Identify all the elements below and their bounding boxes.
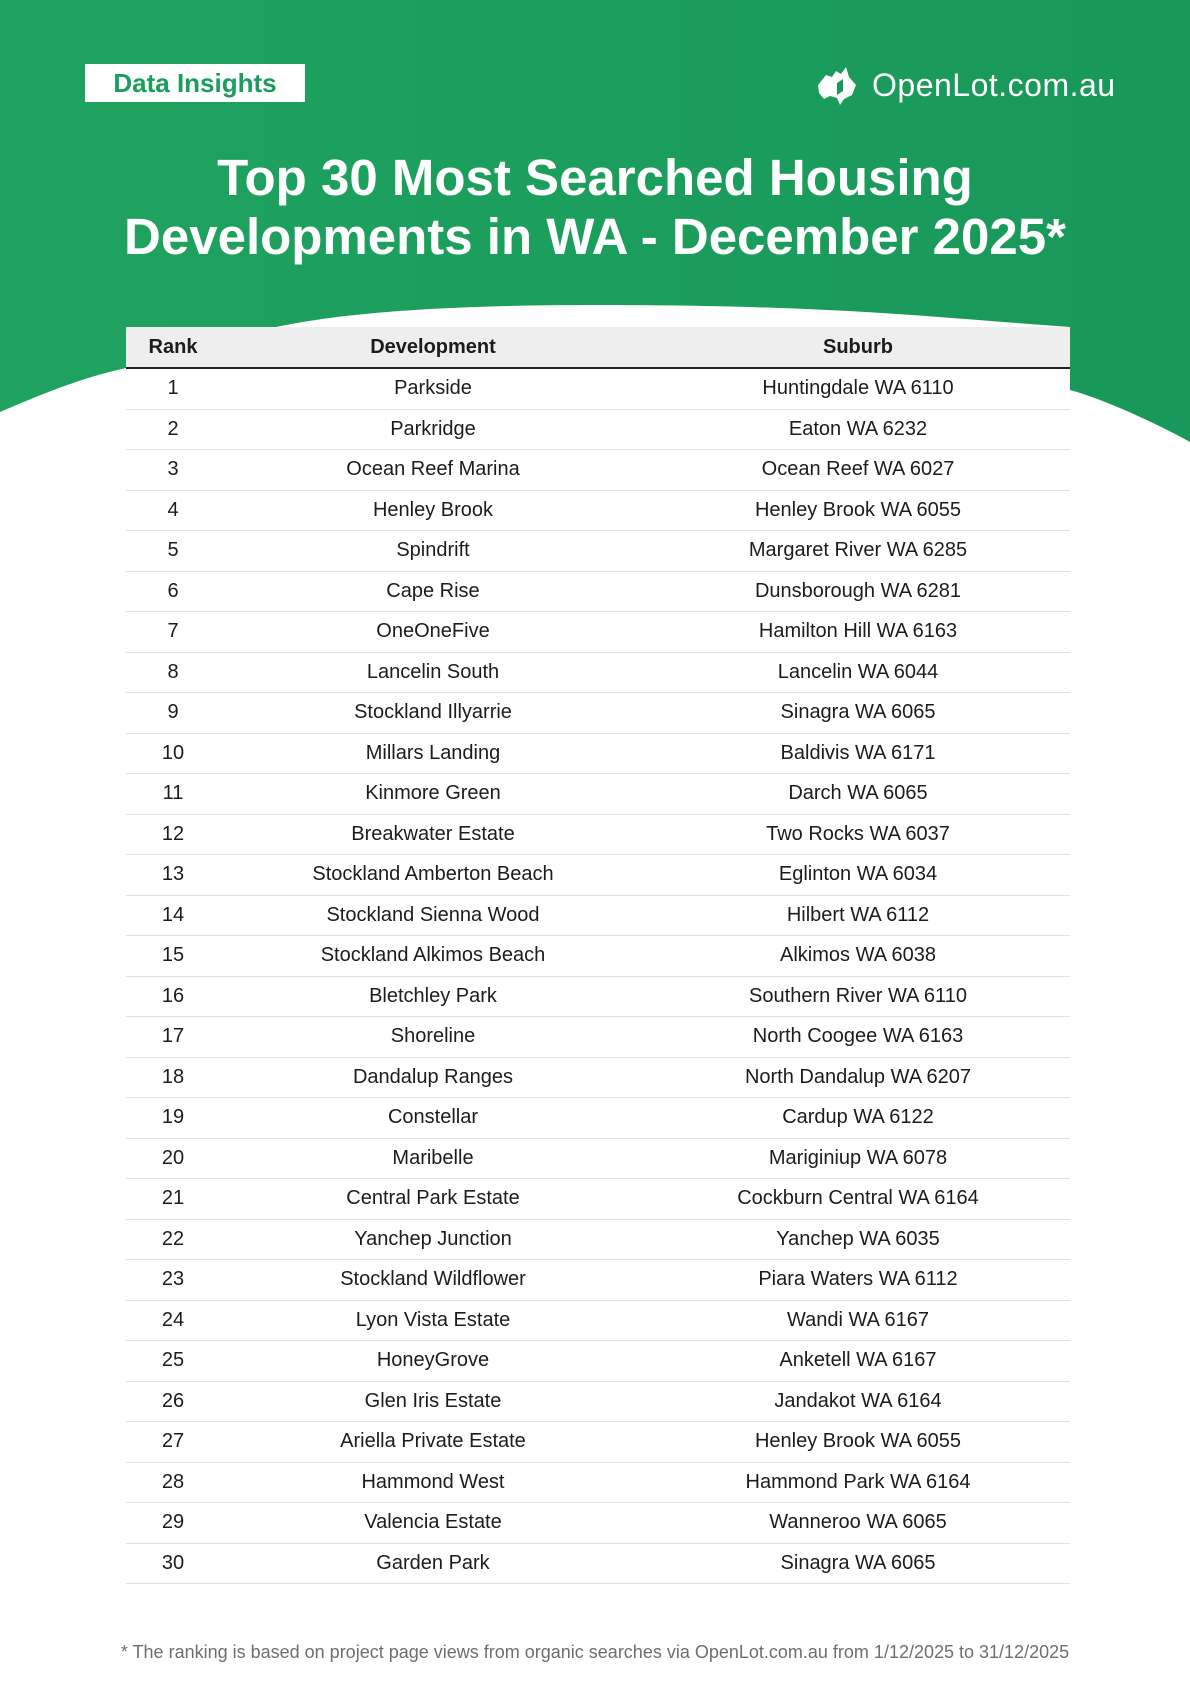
suburb-cell: Hamilton Hill WA 6163 [646, 612, 1070, 653]
table-row [126, 1300, 1070, 1341]
rank-cell: 2 [126, 409, 220, 450]
development-cell: Ariella Private Estate [220, 1422, 646, 1463]
table-row [126, 652, 1070, 693]
table-row [126, 1057, 1070, 1098]
rank-cell: 7 [126, 612, 220, 653]
rank-cell: 15 [126, 936, 220, 977]
development-cell: Ocean Reef Marina [220, 450, 646, 491]
suburb-cell: Wandi WA 6167 [646, 1300, 1070, 1341]
rank-cell: 14 [126, 895, 220, 936]
rank-cell: 25 [126, 1341, 220, 1382]
table-row [126, 855, 1070, 896]
development-cell: Parkridge [220, 409, 646, 450]
table-row [126, 1341, 1070, 1382]
table-row [126, 1462, 1070, 1503]
page-title [0, 148, 1190, 266]
development-cell: Stockland Wildflower [220, 1260, 646, 1301]
table-row [126, 531, 1070, 572]
development-cell: Lancelin South [220, 652, 646, 693]
development-cell: Yanchep Junction [220, 1219, 646, 1260]
development-cell: Maribelle [220, 1138, 646, 1179]
rank-cell: 26 [126, 1381, 220, 1422]
suburb-cell: Hilbert WA 6112 [646, 895, 1070, 936]
australia-map-logo-icon [816, 65, 860, 105]
table-row [126, 571, 1070, 612]
development-cell: Lyon Vista Estate [220, 1300, 646, 1341]
development-cell: Parkside [220, 368, 646, 409]
suburb-cell: Wanneroo WA 6065 [646, 1503, 1070, 1544]
development-cell: Dandalup Ranges [220, 1057, 646, 1098]
table-row [126, 612, 1070, 653]
table-row [126, 368, 1070, 409]
table-row [126, 774, 1070, 815]
table-row [126, 1098, 1070, 1139]
rank-cell: 23 [126, 1260, 220, 1301]
suburb-cell: Margaret River WA 6285 [646, 531, 1070, 572]
development-column-header: Development [220, 327, 646, 368]
rank-cell: 27 [126, 1422, 220, 1463]
rank-cell: 19 [126, 1098, 220, 1139]
development-cell: Shoreline [220, 1017, 646, 1058]
development-cell: Garden Park [220, 1543, 646, 1584]
suburb-cell: Henley Brook WA 6055 [646, 490, 1070, 531]
table-row [126, 1219, 1070, 1260]
table-row [126, 733, 1070, 774]
suburb-cell: Ocean Reef WA 6027 [646, 450, 1070, 491]
rank-cell: 5 [126, 531, 220, 572]
development-cell: Stockland Illyarrie [220, 693, 646, 734]
suburb-cell: Henley Brook WA 6055 [646, 1422, 1070, 1463]
suburb-cell: Piara Waters WA 6112 [646, 1260, 1070, 1301]
development-cell: Valencia Estate [220, 1503, 646, 1544]
development-cell: Breakwater Estate [220, 814, 646, 855]
suburb-cell: Mariginiup WA 6078 [646, 1138, 1070, 1179]
rank-cell: 8 [126, 652, 220, 693]
rank-cell: 9 [126, 693, 220, 734]
rankings-table [126, 327, 1070, 1584]
data-insights-badge: Data Insights [85, 64, 305, 102]
suburb-cell: North Coogee WA 6163 [646, 1017, 1070, 1058]
table-row [126, 1179, 1070, 1220]
rank-cell: 12 [126, 814, 220, 855]
table-row [126, 1422, 1070, 1463]
suburb-cell: Alkimos WA 6038 [646, 936, 1070, 977]
suburb-cell: Lancelin WA 6044 [646, 652, 1070, 693]
table-row [126, 976, 1070, 1017]
suburb-cell: Jandakot WA 6164 [646, 1381, 1070, 1422]
suburb-cell: Two Rocks WA 6037 [646, 814, 1070, 855]
rank-cell: 18 [126, 1057, 220, 1098]
rank-cell: 17 [126, 1017, 220, 1058]
table-row [126, 1260, 1070, 1301]
rank-cell: 16 [126, 976, 220, 1017]
development-cell: Constellar [220, 1098, 646, 1139]
development-cell: Kinmore Green [220, 774, 646, 815]
rank-cell: 1 [126, 368, 220, 409]
table-row [126, 450, 1070, 491]
rank-cell: 28 [126, 1462, 220, 1503]
development-cell: Central Park Estate [220, 1179, 646, 1220]
suburb-cell: Sinagra WA 6065 [646, 1543, 1070, 1584]
development-cell: Stockland Sienna Wood [220, 895, 646, 936]
rank-cell: 4 [126, 490, 220, 531]
table-row [126, 1138, 1070, 1179]
development-cell: Stockland Amberton Beach [220, 855, 646, 896]
suburb-cell: Sinagra WA 6065 [646, 693, 1070, 734]
rank-cell: 10 [126, 733, 220, 774]
rank-cell: 6 [126, 571, 220, 612]
table-row [126, 936, 1070, 977]
development-cell: Cape Rise [220, 571, 646, 612]
suburb-cell: North Dandalup WA 6207 [646, 1057, 1070, 1098]
rank-cell: 22 [126, 1219, 220, 1260]
table-row [126, 814, 1070, 855]
suburb-cell: Eglinton WA 6034 [646, 855, 1070, 896]
rank-cell: 30 [126, 1543, 220, 1584]
rank-cell: 24 [126, 1300, 220, 1341]
rank-cell: 13 [126, 855, 220, 896]
table-row [126, 1381, 1070, 1422]
table-row [126, 693, 1070, 734]
brand-logo[interactable] [816, 62, 1116, 108]
suburb-cell: Dunsborough WA 6281 [646, 571, 1070, 612]
development-cell: Glen Iris Estate [220, 1381, 646, 1422]
development-cell: Hammond West [220, 1462, 646, 1503]
rank-cell: 21 [126, 1179, 220, 1220]
brand-name: OpenLot.com.au [872, 66, 1116, 103]
development-cell: Spindrift [220, 531, 646, 572]
suburb-cell: Southern River WA 6110 [646, 976, 1070, 1017]
development-cell: HoneyGrove [220, 1341, 646, 1382]
rank-cell: 29 [126, 1503, 220, 1544]
table-row [126, 490, 1070, 531]
development-cell: Henley Brook [220, 490, 646, 531]
table-row [126, 895, 1070, 936]
development-cell: OneOneFive [220, 612, 646, 653]
footnote: * The ranking is based on project page views from organic searches via OpenLot.com.au from 1/12/2025 to 31/12/2025 [120, 1642, 1070, 1662]
rank-cell: 20 [126, 1138, 220, 1179]
rank-cell: 3 [126, 450, 220, 491]
development-cell: Millars Landing [220, 733, 646, 774]
suburb-cell: Eaton WA 6232 [646, 409, 1070, 450]
title-line-1: Top 30 Most Searched Housing [217, 149, 973, 206]
suburb-cell: Huntingdale WA 6110 [646, 368, 1070, 409]
rank-cell: 11 [126, 774, 220, 815]
table-row [126, 409, 1070, 450]
suburb-cell: Baldivis WA 6171 [646, 733, 1070, 774]
table-header-row [126, 327, 1070, 368]
suburb-cell: Hammond Park WA 6164 [646, 1462, 1070, 1503]
suburb-cell: Anketell WA 6167 [646, 1341, 1070, 1382]
suburb-column-header: Suburb [646, 327, 1070, 368]
suburb-cell: Cardup WA 6122 [646, 1098, 1070, 1139]
title-line-2: Developments in WA - December 2025* [124, 208, 1066, 265]
suburb-cell: Yanchep WA 6035 [646, 1219, 1070, 1260]
development-cell: Stockland Alkimos Beach [220, 936, 646, 977]
suburb-cell: Darch WA 6065 [646, 774, 1070, 815]
development-cell: Bletchley Park [220, 976, 646, 1017]
table-row [126, 1543, 1070, 1584]
table-row [126, 1503, 1070, 1544]
suburb-cell: Cockburn Central WA 6164 [646, 1179, 1070, 1220]
table-row [126, 1017, 1070, 1058]
rank-column-header: Rank [126, 327, 220, 368]
